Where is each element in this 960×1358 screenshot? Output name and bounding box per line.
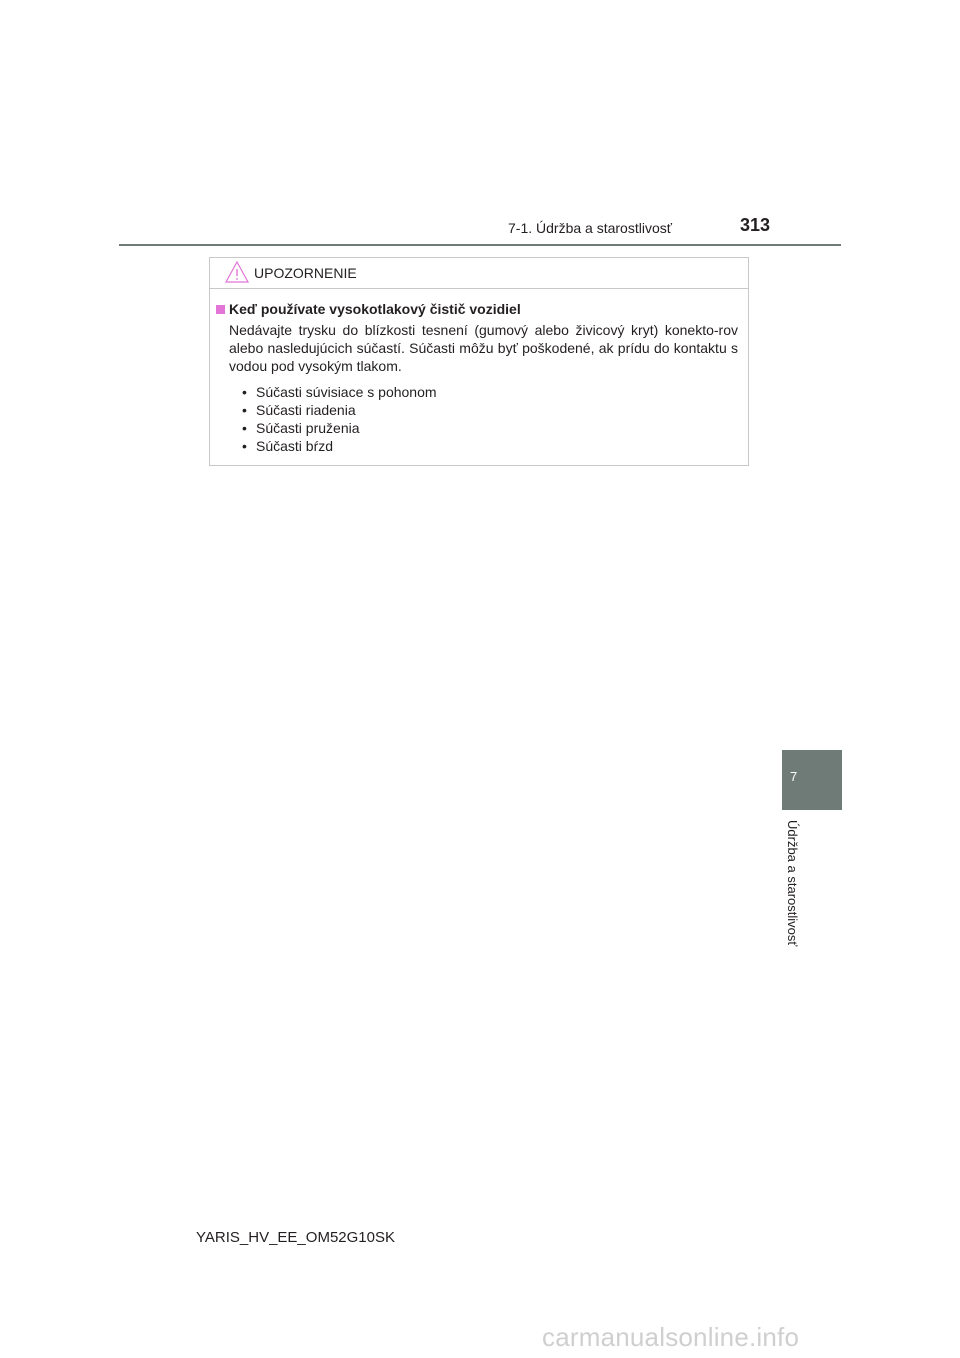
chapter-tab [782, 750, 842, 810]
caution-box [209, 257, 749, 466]
caution-paragraph: Nedávajte trysku do blízkosti tesnení (gumový alebo živicový kryt) konekto-rov alebo nasledujúcich súčastí. Súčasti môžu byť poškodené, ak prídu do kontaktu s vodou pod vysokým tlakom. [229, 322, 738, 374]
page-number: 313 [740, 215, 771, 235]
list-item: • Súčasti riadenia [242, 402, 356, 418]
list-item: • Súčasti súvisiace s pohonom [242, 384, 437, 400]
subheading-text: Keď používate vysokotlakový čistič vozidiel [229, 301, 521, 317]
document-id: YARIS_HV_EE_OM52G10SK [196, 1229, 395, 1246]
header-divider [119, 244, 841, 246]
caution-bullet-list [242, 383, 738, 455]
warning-triangle-icon [224, 260, 250, 284]
caution-title: UPOZORNENIE [254, 265, 357, 281]
section-title: 7-1. Údržba a starostlivosť [508, 220, 672, 236]
watermark: carmanualsonline.info [542, 1322, 800, 1352]
caution-header [210, 258, 748, 289]
caution-body [210, 289, 748, 455]
caution-subheading [216, 301, 738, 317]
chapter-side-title: Údržba a starostlivosť [785, 820, 800, 947]
list-item: • Súčasti pruženia [242, 420, 360, 436]
chapter-number: 7 [790, 769, 798, 784]
list-item: • Súčasti bŕzd [242, 438, 334, 454]
square-bullet-icon [216, 305, 225, 314]
